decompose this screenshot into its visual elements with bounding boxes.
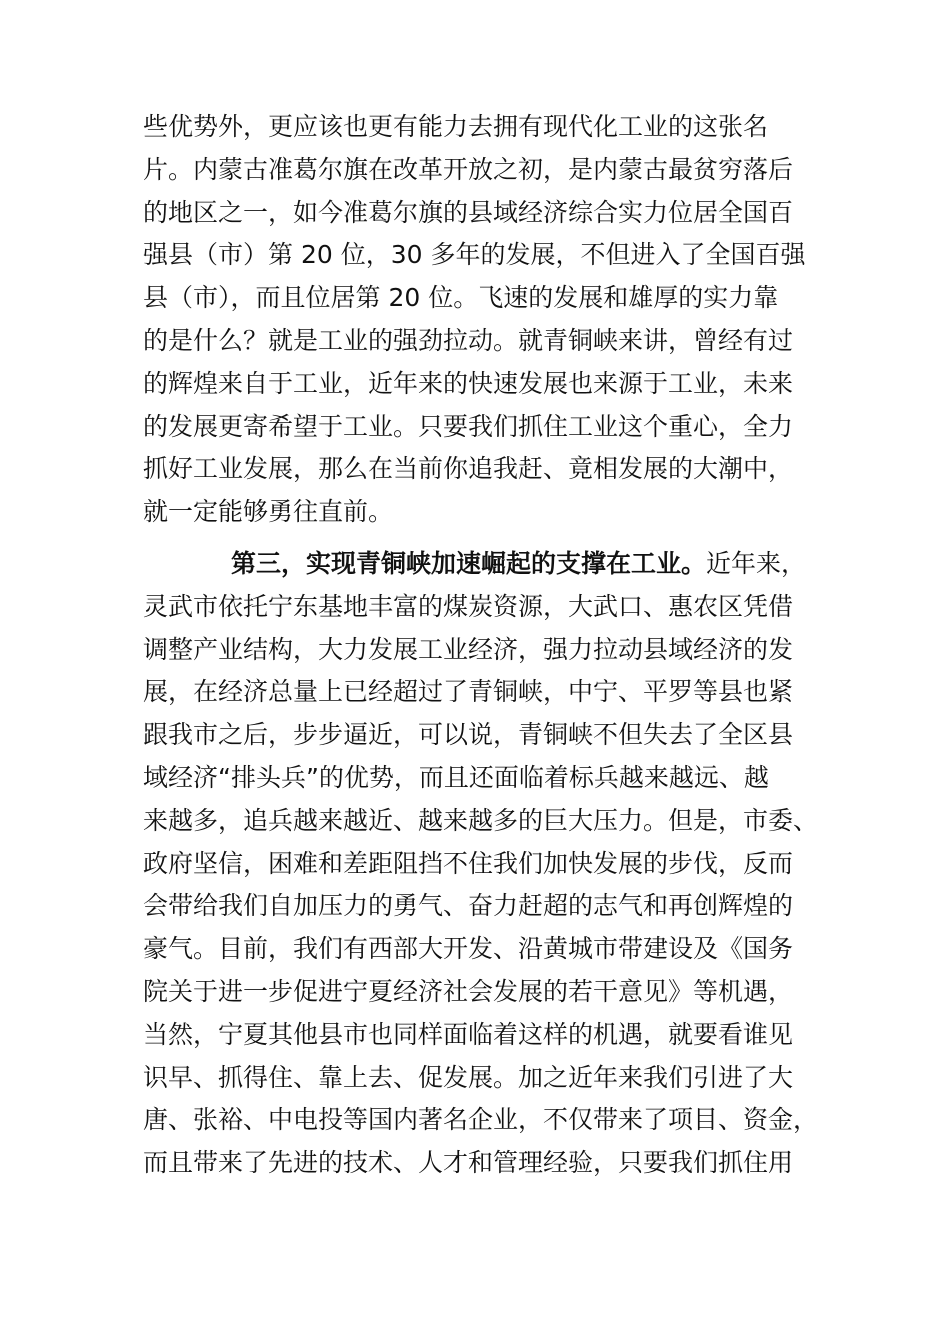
paragraph-1-line-6: 的是什么？就是工业的强劲拉动。就青铜峡来讲，曾经有过	[143, 325, 794, 355]
paragraph-2-line-12: 当然，宁夏其他县市也同样面临着这样的机遇，就要看谁见	[143, 1019, 794, 1049]
paragraph-1-line-9: 抓好工业发展，那么在当前你追我赶、竟相发展的大潮中，	[143, 454, 794, 484]
paragraph-1-line-5: 县（市），而且位居第 20 位。飞速的发展和雄厚的实力靠	[143, 283, 779, 313]
paragraph-1-line-10: 就一定能够勇往直前。	[143, 497, 394, 527]
paragraph-2-line-7: 来越多，追兵越来越近、越来越多的巨大压力。但是，市委、	[143, 805, 819, 835]
section-heading: 第三，实现青铜峡加速崛起的支撑在工业。	[231, 549, 707, 578]
paragraph-2-line-14: 唐、张裕、中电投等国内著名企业，不仅带来了项目、资金，	[143, 1105, 819, 1135]
paragraph-2-line-3: 调整产业结构，大力发展工业经济，强力拉动县域经济的发	[143, 634, 794, 664]
paragraph-2-first-line-text: 近年来，	[706, 549, 807, 578]
paragraph-2	[143, 543, 843, 1185]
paragraph-1-line-3: 的地区之一，如今准葛尔旗的县域经济综合实力位居全国百	[143, 197, 794, 227]
paragraph-2-line-13: 识早、抓得住、靠上去、促发展。加之近年来我们引进了大	[143, 1062, 794, 1092]
paragraph-2-line-10: 豪气。目前，我们有西部大开发、沿黄城市带建设及《国务	[143, 934, 794, 964]
paragraph-1-line-8: 的发展更寄希望于工业。只要我们抓住工业这个重心，全力	[143, 411, 794, 441]
paragraph-2-line-15: 而且带来了先进的技术、人才和管理经验，只要我们抓住用	[143, 1148, 794, 1178]
paragraph-2-line-9: 会带给我们自加压力的勇气、奋力赶超的志气和再创辉煌的	[143, 891, 794, 921]
paragraph-2-line-4: 展，在经济总量上已经超过了青铜峡，中宁、平罗等县也紧	[143, 677, 794, 707]
paragraph-1-line-7: 的辉煌来自于工业，近年来的快速发展也来源于工业，未来	[143, 368, 794, 398]
paragraph-1-line-2: 片。内蒙古准葛尔旗在改革开放之初，是内蒙古最贫穷落后	[143, 154, 794, 184]
paragraph-2-line-8: 政府坚信，困难和差距阻挡不住我们加快发展的步伐，反而	[143, 848, 794, 878]
paragraph-2-line-6: 域经济“排头兵”的优势，而且还面临着标兵越来越远、越	[143, 762, 769, 792]
paragraph-2-line-11: 院关于进一步促进宁夏经济社会发展的若干意见》等机遇，	[143, 976, 794, 1006]
paragraph-1-line-4: 强县（市）第 20 位，30 多年的发展，不但进入了全国百强	[143, 240, 806, 270]
paragraph-1-line-1: 些优势外，更应该也更有能力去拥有现代化工业的这张名	[143, 112, 769, 141]
paragraph-2-first-line	[143, 543, 843, 586]
paragraph-2-line-5: 跟我市之后，步步逼近，可以说，青铜峡不但失去了全区县	[143, 720, 794, 750]
paragraph-2-line-2: 灵武市依托宁东基地丰富的煤炭资源，大武口、惠农区凭借	[143, 591, 794, 621]
paragraph-1	[143, 106, 843, 534]
